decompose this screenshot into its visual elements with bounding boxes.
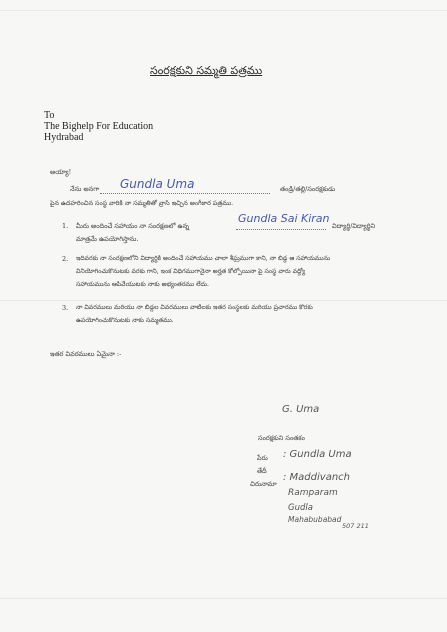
other-details-label: ఇతర వివరములు ఏమైనా :-: [50, 350, 122, 358]
point-1-text: మీరు అందించే సహాయం నా సంరక్షణలో ఉన్న: [76, 222, 190, 230]
child-name-handwritten: Gundla Sai Kiran: [238, 212, 330, 225]
guardian-signature-handwritten: G. Uma: [282, 404, 320, 415]
relation-options: తండ్రి/తల్లి/సంరక్షకుడు: [280, 185, 336, 193]
name-blank-line: [100, 193, 270, 194]
name-value-handwritten: : Gundla Uma: [283, 449, 352, 460]
point-3-line-2: ఉపయోగించుకొనుటకు నాకు సమ్మతము.: [76, 317, 174, 324]
point-1-student: విద్యార్థి/విద్యార్థిని: [332, 222, 376, 230]
salutation: అయ్యా!: [50, 168, 72, 176]
letter-title: సంరక్షకుని సమ్మతి పత్రము: [150, 64, 263, 77]
address-line-5: 507 211: [342, 522, 369, 530]
point-2-line-3: సహాయమును ఆపివేయుటకు నాకు అభ్యంతరము లేదు.: [76, 281, 209, 288]
point-3-line-1: నా వివరములు మరియు నా బిడ్డల వివరములు వాటిలకు ఇతర సంస్థలకు మరియు ప్రచారము కొరకు: [76, 304, 313, 311]
intro-line-2: పైన ఉదహరించిన సంస్థ వారికి నా సమ్మతితో వ్రాసి ఇచ్చిన అంగీకార పత్రము.: [50, 200, 234, 207]
point-1-number: 1.: [62, 222, 69, 230]
point-2-number: 2.: [62, 255, 69, 263]
point-2-line-2: వినియోగించుకొనుటకు వరకు గాని, ఇంక విధిగముగానైనా అర్హత కోల్పోయినా పై సంస్థ వారు వద్ద్యో: [76, 268, 306, 275]
address-line-3: Gudla: [288, 503, 313, 513]
point-1-text-2: మాత్రమే ఉపయోగిస్తాను.: [76, 235, 139, 243]
child-blank-line: [236, 229, 326, 230]
to-line: To: [44, 110, 55, 121]
point-2-line-1: ఇదివరకు నా సంరక్షణలోని విద్యార్థికి అందించే సహాయము చాలా శీఘ్రముగా కాని, నా బిడ్డ ఆ సహాయమును: [76, 255, 331, 262]
name-label: పేరు: [257, 454, 268, 462]
signature-caption: సంరక్షకుని సంతకం: [258, 434, 305, 442]
intro-prefix: నేను అనగా: [70, 185, 100, 193]
address-line-1: : Maddivanch: [283, 472, 350, 483]
address-line-2: Ramparam: [288, 488, 338, 498]
recipient-city: Hydrabad: [44, 132, 84, 143]
date-label: తేదీ: [257, 467, 267, 475]
point-3-number: 3.: [62, 304, 69, 312]
address-line-4: Mahabubabad: [288, 515, 342, 524]
guardian-name-handwritten: Gundla Uma: [120, 177, 195, 191]
address-label: చిరునామా: [250, 480, 277, 488]
recipient-organization: The Bighelp For Education: [44, 121, 154, 132]
